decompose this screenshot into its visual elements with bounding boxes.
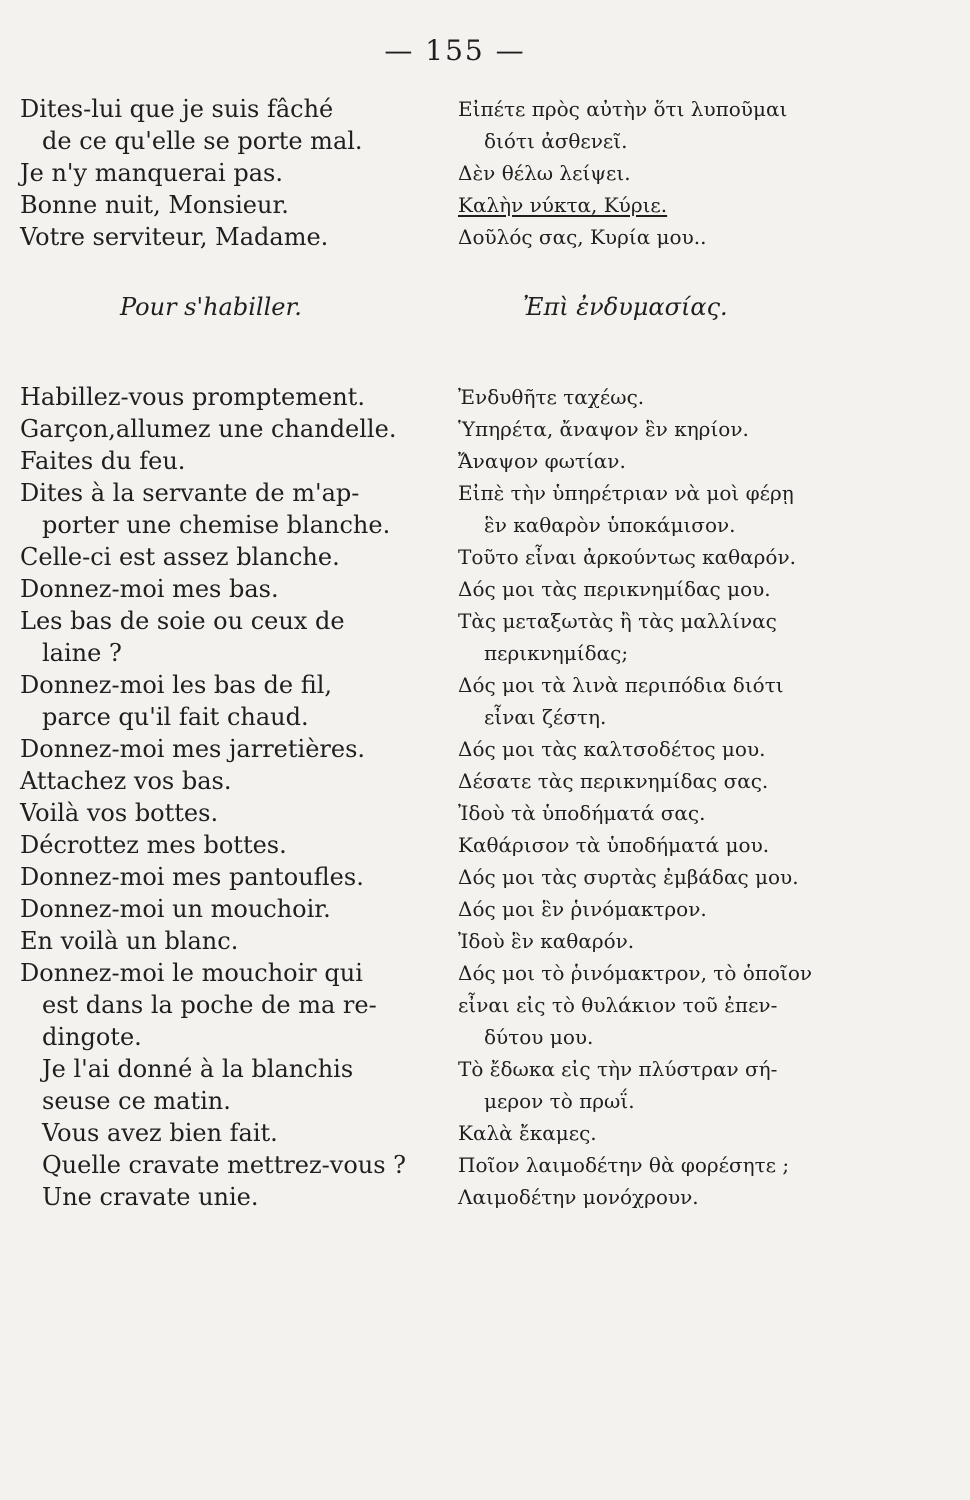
dialogue-row — [20, 893, 890, 925]
dialogue-row — [20, 989, 890, 1021]
french-line: Garçon,allumez une chandelle. — [20, 415, 397, 443]
french-line — [20, 1181, 440, 1213]
page-number: — 155 — — [384, 34, 526, 67]
greek-line: Ὑπηρέτα, ἄναψον ἓν κηρίον. — [458, 417, 749, 441]
french-line: Dites-lui que je suis fâché — [20, 95, 334, 123]
dialogue-row — [20, 125, 890, 157]
french-line: Donnez-moi mes pantoufles. — [20, 863, 364, 891]
dialogue-row — [20, 925, 890, 957]
french-line: Habillez-vous promptement. — [20, 383, 365, 411]
french-line — [20, 1117, 440, 1149]
dialogue-row — [20, 701, 890, 733]
dialogue-row — [20, 93, 890, 125]
dialogue-row — [20, 1021, 890, 1053]
greek-line — [458, 1085, 890, 1117]
dialogue-row — [20, 221, 890, 253]
greek-text: δύτου μου. — [484, 1025, 594, 1049]
dialogue-row — [20, 445, 890, 477]
french-line — [20, 701, 440, 733]
french-line: Votre serviteur, Madame. — [20, 223, 329, 251]
french-text: parce qu'il fait chaud. — [42, 703, 309, 731]
dialogue-row — [20, 477, 890, 509]
dialogue-row — [20, 189, 890, 221]
french-line: Celle-ci est assez blanche. — [20, 543, 340, 571]
greek-section-title: Ἐπὶ ἐνδυμασίας. — [523, 293, 728, 321]
dialogue-row — [20, 1149, 890, 1181]
french-line: Donnez-moi les bas de fil, — [20, 671, 333, 699]
greek-text: περικνημίδας; — [484, 641, 629, 665]
dialogue-row — [20, 957, 890, 989]
french-line — [20, 1149, 440, 1181]
dialogue-row — [20, 765, 890, 797]
greek-line — [458, 637, 890, 669]
greek-line: εἶναι εἰς τὸ θυλάκιον τοῦ ἐπεν- — [458, 993, 778, 1017]
greek-text: διότι ἀσθενεῖ. — [484, 129, 628, 153]
french-line: Donnez-moi un mouchoir. — [20, 895, 331, 923]
french-text: laine ? — [42, 639, 122, 667]
greek-line: Λαιμοδέτην μονόχρουν. — [458, 1185, 699, 1209]
french-text: Quelle cravate mettrez-vous ? — [42, 1151, 407, 1179]
dialogue-row — [20, 1181, 890, 1213]
dialogue-row — [20, 637, 890, 669]
french-line: Les bas de soie ou ceux de — [20, 607, 345, 635]
french-line: Faites du feu. — [20, 447, 186, 475]
greek-line: Τὸ ἔδωκα εἰς τὴν πλύστραν σή- — [458, 1057, 778, 1081]
dialogue-block-top — [20, 93, 890, 253]
french-line: Attachez vos bas. — [20, 767, 232, 795]
dialogue-row — [20, 669, 890, 701]
dialogue-row — [20, 605, 890, 637]
greek-line — [458, 125, 890, 157]
greek-line: Καλὴν νύκτα, Κύριε. — [458, 193, 668, 217]
french-line — [20, 1053, 440, 1085]
french-line: Donnez-moi mes bas. — [20, 575, 279, 603]
french-line — [20, 637, 440, 669]
french-line — [20, 1021, 440, 1053]
greek-text: ἓν καθαρὸν ὑποκάμισον. — [484, 513, 736, 537]
greek-line: Δέσατε τὰς περικνημίδας σας. — [458, 769, 769, 793]
greek-line — [458, 1021, 890, 1053]
french-line — [20, 125, 440, 157]
dialogue-row — [20, 797, 890, 829]
greek-line: Δός μοι τὰς καλτσοδέτος μου. — [458, 737, 766, 761]
greek-line: Καθάρισον τὰ ὑποδήματά μου. — [458, 833, 770, 857]
french-text: dingote. — [42, 1023, 142, 1051]
greek-line — [458, 509, 890, 541]
dialogue-row — [20, 829, 890, 861]
dialogue-row — [20, 413, 890, 445]
dialogue-row — [20, 381, 890, 413]
french-line: Voilà vos bottes. — [20, 799, 219, 827]
section-heading — [20, 291, 890, 323]
greek-line: Δὲν θέλω λείψει. — [458, 161, 631, 185]
greek-line: Τοῦτο εἶναι ἀρκούντως καθαρόν. — [458, 545, 796, 569]
dialogue-row — [20, 861, 890, 893]
french-section-title: Pour s'habiller. — [120, 293, 302, 321]
french-line: Donnez-moi le mouchoir qui — [20, 959, 363, 987]
french-text: Une cravate unie. — [42, 1183, 259, 1211]
french-text: est dans la poche de ma re- — [42, 991, 377, 1019]
greek-line: Ἰδοὺ τὰ ὑποδήματά σας. — [458, 801, 706, 825]
dialogue-row — [20, 157, 890, 189]
greek-line: Ποῖον λαιμοδέτην θὰ φορέσητε ; — [458, 1153, 790, 1177]
french-text: porter une chemise blanche. — [42, 511, 391, 539]
french-line — [20, 1085, 440, 1117]
greek-line: Ἄναψον φωτίαν. — [458, 449, 626, 473]
dialogue-row — [20, 573, 890, 605]
greek-line: Δός μοι τὸ ῥινόμακτρον, τὸ ὁποῖον — [458, 961, 813, 985]
french-line — [20, 509, 440, 541]
dialogue-row — [20, 733, 890, 765]
french-text: Je l'ai donné à la blanchis — [42, 1055, 354, 1083]
greek-line: Δός μοι τὰ λινὰ περιπόδια διότι — [458, 673, 784, 697]
french-line: Je n'y manquerai pas. — [20, 159, 283, 187]
french-text: Vous avez bien fait. — [42, 1119, 278, 1147]
dialogue-row — [20, 1085, 890, 1117]
greek-line — [458, 701, 890, 733]
french-line: Donnez-moi mes jarretières. — [20, 735, 366, 763]
dialogue-row — [20, 1117, 890, 1149]
dialogue-row — [20, 509, 890, 541]
dialogue-row — [20, 1053, 890, 1085]
greek-text: μερον τὸ πρωΐ. — [484, 1089, 635, 1113]
french-line: En voilà un blanc. — [20, 927, 239, 955]
greek-line: Ἰδοὺ ἓν καθαρόν. — [458, 929, 635, 953]
greek-line: Δός μοι τὰς συρτὰς ἐμβάδας μου. — [458, 865, 799, 889]
french-text: seuse ce matin. — [42, 1087, 231, 1115]
greek-line: Εἰπέτε πρὸς αὐτὴν ὅτι λυποῦμαι — [458, 97, 788, 121]
greek-text: εἶναι ζέστη. — [484, 705, 607, 729]
greek-line: Ἐνδυθῆτε ταχέως. — [458, 385, 645, 409]
dialogue-block-main — [20, 381, 890, 1213]
greek-line: Καλὰ ἔκαμες. — [458, 1121, 597, 1145]
french-line: Dites à la servante de m'ap- — [20, 479, 360, 507]
french-line: Bonne nuit, Monsieur. — [20, 191, 289, 219]
greek-line: Δός μοι τὰς περικνημίδας μου. — [458, 577, 771, 601]
french-line: Décrottez mes bottes. — [20, 831, 287, 859]
greek-line: Εἰπὲ τὴν ὑπηρέτριαν νὰ μοὶ φέρῃ — [458, 481, 794, 505]
greek-line: Δοῦλός σας, Κυρία μου.. — [458, 225, 707, 249]
greek-line: Δός μοι ἓν ῥινόμακτρον. — [458, 897, 707, 921]
dialogue-row — [20, 541, 890, 573]
french-line — [20, 989, 440, 1021]
french-text: de ce qu'elle se porte mal. — [42, 127, 363, 155]
greek-line: Τὰς μεταξωτὰς ἢ τὰς μαλλίνας — [458, 609, 777, 633]
